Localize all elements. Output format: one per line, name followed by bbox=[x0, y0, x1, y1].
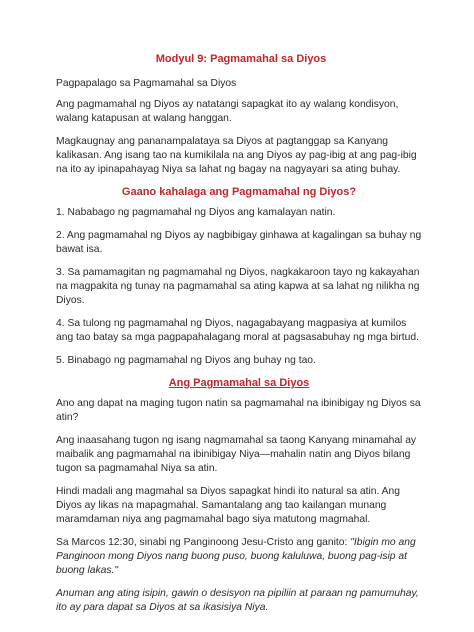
quote-paragraph bbox=[56, 536, 422, 578]
closing-paragraph: Anuman ang ating isipin, gawin o desisyon na pipiliin at paraan ng pamumuhay, ito ay para dapat sa Diyos at sa ikasisiya Niya. bbox=[56, 588, 419, 613]
list-item: 5. Binabago ng pagmamahal ng Diyos ang buhay ng tao. bbox=[56, 355, 316, 366]
quote-intro: Sa Marcos 12:30, sinabi ng Panginoong Jesu-Cristo ang ganito: bbox=[56, 537, 351, 548]
section-heading-importance: Gaano kahalaga ang Pagmamahal ng Diyos? bbox=[121, 186, 357, 198]
body-paragraph: Ang inaasahang tugon ng isang nagmamahal sa taong Kanyang minamahal ay maibalik ang pagmamahal na ibinibigay Niya—mahalin natin ang Diyos bilang tugon sa pagmamahal Niya sa atin. bbox=[56, 435, 417, 474]
list-item: 3. Sa pamamagitan ng pagmamahal ng Diyos, nagkakaroon tayo ng kakayahan na magpakita ng tunay na pagmamahal sa ating kapwa at sa lahat ng nilikha ng Diyos. bbox=[56, 267, 420, 306]
list-item: 4. Sa tulong ng pagmamahal ng Diyos, nagagabayang magpasiya at kumilos ang tao batay sa mga pagpapahalagang moral at pagsasabuhay ng mga birtud. bbox=[56, 318, 419, 343]
list-item: 1. Nababago ng pagmamahal ng Diyos ang kamalayan natin. bbox=[56, 207, 336, 218]
bible-quote: "Ibigin mo ang Panginoon mong Diyos nang buong puso, buong kaluluwa, buong pag-isip at buong lakas." bbox=[56, 537, 416, 576]
body-paragraph: Ano ang dapat na maging tugon natin sa pagmamahal na ibinibigay ng Diyos sa atin? bbox=[56, 398, 421, 423]
page-title: Modyul 9: Pagmamahal sa Diyos bbox=[155, 53, 327, 65]
section-heading-love-for-god: Ang Pagmamahal sa Diyos bbox=[168, 377, 310, 389]
intro-paragraph: Ang pagmamahal ng Diyos ay natatangi sapagkat ito ay walang kondisyon, walang katapusan at walang hanggan. bbox=[56, 99, 399, 124]
subtitle: Pagpapalago sa Pagmamahal sa Diyos bbox=[56, 78, 237, 89]
body-paragraph: Hindi madali ang magmahal sa Diyos sapagkat hindi ito natural sa atin. Ang Diyos ay likas na mapagmahal. Samantalang ang tao kailangan munang maramdaman niya ang pagmamahal bago siya matutong magmahal. bbox=[56, 486, 401, 525]
intro-paragraph: Magkaugnay ang pananampalataya sa Diyos at pagtanggap sa Kanyang kalikasan. Ang isang tao na kumikilala na ang Diyos ay pag-ibig at ang pag-ibig na ito ay ipinapahayag Niya sa lahat ng bagay na nagyayari sa ating buhay. bbox=[56, 136, 417, 175]
list-item: 2. Ang pagmamahal ng Diyos ay nagbibigay ginhawa at kagalingan sa buhay ng bawat isa. bbox=[56, 230, 422, 255]
